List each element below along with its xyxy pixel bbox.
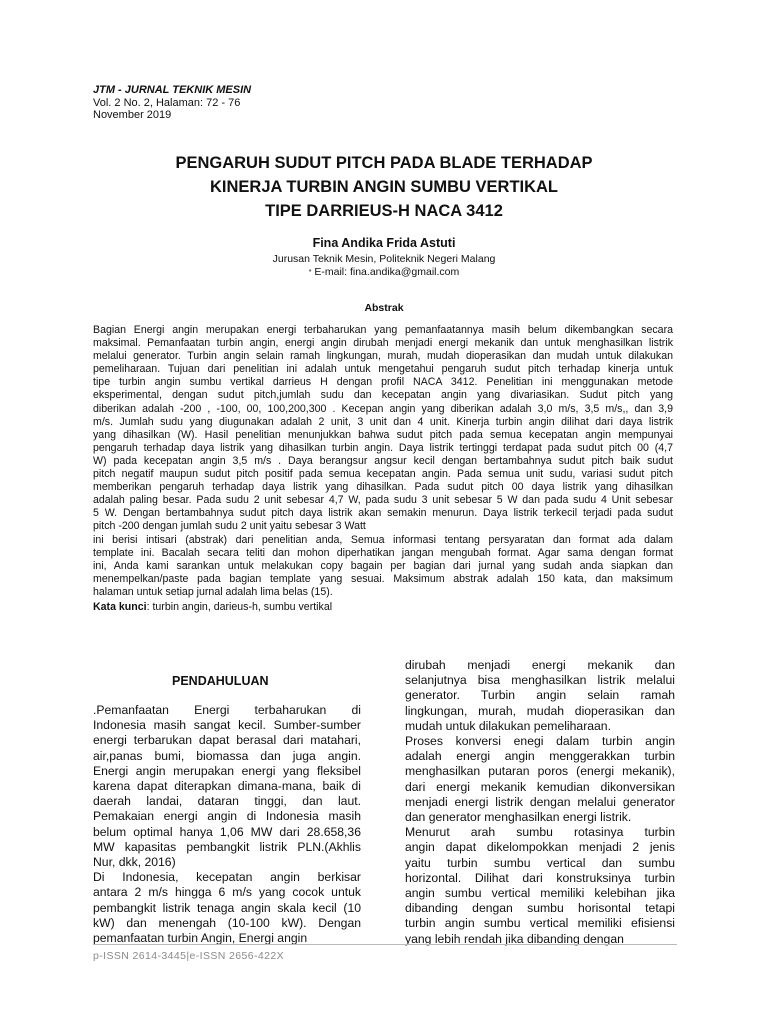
paragraph-line: lingkungan, murah, mudah dioperasikan dan xyxy=(405,703,675,718)
paragraph-line: MW kapasitas pembangkit listrik PLN.(Akhlis xyxy=(93,839,361,854)
abstract-line: 5 W. Dengan bertambahnya sudut pitch daya listrik akan semakin menurun. Daya listrik terkecil terjadi pada sudut xyxy=(93,507,673,520)
paragraph-line: Di Indonesia, kecepatan angin berkisar xyxy=(93,870,361,885)
paragraph-line: Proses konversi enegi dalam turbin angin xyxy=(405,734,675,749)
issue-date: November 2019 xyxy=(93,109,172,121)
paragraph-line: menghasilkan putaran poros (energi mekanik), xyxy=(405,764,675,779)
paragraph-line: horizontal. Dilihat dari konstruksinya turbin xyxy=(405,870,675,885)
paragraph-line: Energi angin merupakan energi yang fleksibel xyxy=(93,763,361,778)
paragraph-line: Indonesia masih sangat kecil. Sumber-sumber xyxy=(93,718,361,733)
paragraph-line: daerah landai, dataran tinggi, dan laut. xyxy=(93,794,361,809)
section-heading: PENDAHULUAN xyxy=(172,674,269,688)
paragraph-line: .Pemanfaatan Energi terbaharukan di xyxy=(93,703,361,717)
paragraph-line: dari energi mekanik kemudian dikonversikan xyxy=(405,779,675,794)
abstract-line: tipe turbin angin sumbu vertikal darrieus H dengan profil NACA 3412. Penelitian ini menggunakan metode xyxy=(93,376,673,389)
abstract-heading: Abstrak xyxy=(364,302,404,314)
title-line: TIPE DARRIEUS-H NACA 3412 xyxy=(265,202,503,220)
paragraph-line: selanjutnya bisa menghasilkan listrik melalui xyxy=(405,673,675,688)
volume-info: Vol. 2 No. 2, Halaman: 72 - 76 xyxy=(93,96,241,109)
paragraph-line: turbin angin sumbu vertical memiliki efisiensi xyxy=(405,916,675,931)
keywords-text: : turbin angin, darieus-h, sumbu vertikal xyxy=(146,601,333,613)
abstract-line: diberikan adalah -200 , -100, 00, 100,200,300 . Kecepan angin yang diberikan adalah 3,0 m/s, 3,5 m/s,, dan 3,9 xyxy=(93,402,673,415)
paragraph-line: belum optimal hanya 1,06 MW dari 28.658,36 xyxy=(93,824,361,839)
abstract-line: pemeliharaan. Tujuan dari penelitian ini adalah untuk mengetahui pengaruh sudut pitch terhadap kinerja untuk xyxy=(93,363,673,376)
paragraph-line: pembangkit listrik tenaga angin skala kecil (10 xyxy=(93,900,361,915)
author-name: Fina Andika Frida Astuti xyxy=(312,236,456,250)
right-column xyxy=(405,658,675,947)
paragraph-line: kW) dan menengah (10-100 kW). Dengan xyxy=(93,915,361,930)
abstract-line: maksimal. Pemanfaatan turbin angin, energi angin dirubah menjadi energi mekanik dan untuk menghasilkan listrik xyxy=(93,337,673,350)
paper-title xyxy=(80,151,688,223)
paragraph-line: yaitu turbin sumbu vertical dan sumbu xyxy=(405,855,675,870)
paragraph-line: pemanfaatan turbin Angin, Energi angin xyxy=(93,931,308,946)
paragraph-line: Pemakaian energi angin di Indonesia masih xyxy=(93,809,361,824)
affiliation xyxy=(80,253,688,279)
department: Jurusan Teknik Mesin, Politeknik Negeri Malang xyxy=(272,253,496,265)
abstract-line: adalah paling besar. Pada sudu 2 unit sebesar 4,7 W, pada sudu 3 unit sebesar 5 W dan pada sudu 4 Unit sebesar xyxy=(93,494,673,507)
paragraph-line: air,panas bumi, biomassa dan juga angin. xyxy=(93,748,361,763)
abstract-line: menempelkan/paste pada bagian template yang sesuai. Maksimum abstrak adalah 150 kata, dan maksimum xyxy=(93,572,673,585)
title-line: KINERJA TURBIN ANGIN SUMBU VERTIKAL xyxy=(209,178,559,196)
author-email: E-mail: fina.andika@gmail.com xyxy=(311,266,460,278)
paragraph-line: generator. Turbin angin selain ramah xyxy=(405,688,675,703)
paragraph-line: menjadi energi listrik dengan melalui generator xyxy=(405,794,675,809)
paragraph-line: angin dapat dikelompokkan menjadi 2 jenis xyxy=(405,840,675,855)
paragraph-line: mudah untuk dilakukan pemeliharaan. xyxy=(405,718,611,733)
keywords xyxy=(93,601,332,613)
abstract-line: pitch negatif maupun sudut pitch positif pada semua kecepatan angin. Pada semua unit sudu, variasi sudut pitch xyxy=(93,468,673,481)
journal-header xyxy=(93,84,251,122)
abstract-body xyxy=(93,324,673,599)
paragraph-line: dan generator menghasilkan energi listrik. xyxy=(405,810,632,825)
keywords-label: Kata kunci xyxy=(93,601,147,613)
abstract-line: melalui generator. Turbin angin selain ramah lingkungan, murah, mudah dioperasikan dan mudah untuk dilakukan xyxy=(93,350,673,363)
paragraph-line: karena dapat diterapkan dimana-mana, baik di xyxy=(93,779,361,794)
email-line xyxy=(80,266,688,279)
paragraph-line: dibanding dengan sumbu horisontal tetapi xyxy=(405,901,675,916)
paragraph-line: adalah energi angin menggerakkan turbin xyxy=(405,749,675,764)
paragraph-line: yang lebih rendah jika dibanding dengan xyxy=(405,931,624,946)
issn-footer: p-ISSN 2614-3445|e-ISSN 2656-422X xyxy=(93,950,285,962)
abstract-line: yang dihasilkan (W). Hasil penelitian menunjukkan bahwa sudut pitch pada semua kecepatan angin mempunyai xyxy=(93,428,673,441)
abstract-line: pitch -200 dengan jumlah sudu 2 unit yaitu sebesar 3 Watt xyxy=(93,520,366,533)
abstract-line: halaman untuk setiap jurnal adalah lima belas (15). xyxy=(93,585,333,598)
paragraph-line: Menurut arah sumbu rotasinya turbin xyxy=(405,825,675,840)
abstract-line: pengaruh terhadap daya listrik yang dihasilkan turbin angin. Daya listrik tertinggi terdapat pada sudut pitch 00 (4,7 xyxy=(93,441,673,454)
paragraph-line: antara 2 m/s hingga 6 m/s yang cocok untuk xyxy=(93,885,361,900)
left-column xyxy=(93,703,361,946)
title-line: PENGARUH SUDUT PITCH PADA BLADE TERHADAP xyxy=(175,154,593,172)
abstract-line: Bagian Energi angin merupakan energi terbaharukan yang pemanfaatannya masih belum dikembangkan secara xyxy=(93,324,673,336)
abstract-line: ini, Anda kami sarankan untuk melakukan copy bagain per bagian dari jurnal yang sudah anda siapkan dan xyxy=(93,559,673,572)
abstract-line: eksperimental, dengan sudut pitch,jumlah sudu dan kecepatan angin yang divariasikan. Sudut pitch yang xyxy=(93,389,673,402)
paragraph-line: Nur, dkk, 2016) xyxy=(93,855,176,870)
footnote-mark: * xyxy=(308,269,312,276)
paragraph-line: angin sumbu vertical memiliki kelebihan jika xyxy=(405,886,675,901)
abstract-line: m/s. Jumlah sudu yang diugunakan adalah 2 unit, 3 unit dan 4 unit. Kinerja turbin angin dilihat dari daya listrik xyxy=(93,415,673,428)
abstract-line: memberikan pengaruh terhadap daya listrik yang dihasilkan. Pada sudut pitch 00 daya listrik yang dihasilkan xyxy=(93,481,673,494)
paragraph-line: dirubah menjadi energi mekanik dan xyxy=(405,658,675,672)
footer-divider xyxy=(93,944,677,945)
abstract-line: W) pada kecepatan angin 3,5 m/s . Daya berangsur angsur kecil dengan bertambahnya sudut pitch baik sudut xyxy=(93,454,673,467)
abstract-line: ini berisi intisari (abstrak) dari penelitian anda, Semua informasi tentang persyaratan dan format ada dalam xyxy=(93,533,673,546)
paragraph-line: energi terbarukan dapat berasal dari matahari, xyxy=(93,733,361,748)
journal-name: JTM - JURNAL TEKNIK MESIN xyxy=(93,84,252,96)
abstract-line: template ini. Bacalah secara teliti dan mohon diperhatikan jangan mengubah format. Agar sama dengan format xyxy=(93,546,673,559)
